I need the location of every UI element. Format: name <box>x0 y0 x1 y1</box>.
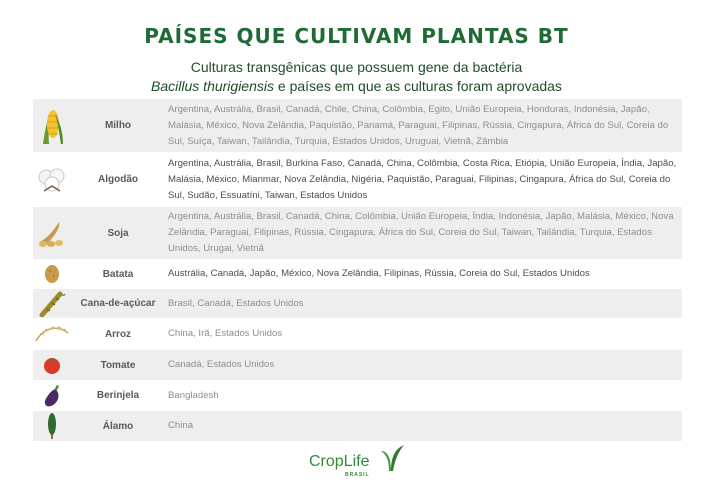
croplife-logo <box>305 443 415 479</box>
crop-name: Arroz <box>104 328 132 340</box>
crop-name: Soja <box>107 227 129 239</box>
countries-list: Canadá, Estados Unidos <box>168 359 275 370</box>
page-title: PAÍSES QUE CULTIVAM PLANTAS BT <box>144 24 569 48</box>
sprout-icon <box>379 443 405 473</box>
subtitle-line1: Culturas transgênicas que possuem gene da bactéria <box>190 59 523 75</box>
logo-text: CropLife <box>309 453 370 470</box>
table-row-berinjela <box>33 381 682 411</box>
scientific-name: Bacillus thurigiensis <box>151 78 274 94</box>
crop-name: Algodão <box>98 174 138 185</box>
table-row-cana <box>33 289 682 319</box>
sugarcane-icon <box>33 291 71 317</box>
crop-name: Tomate <box>100 359 136 371</box>
tomato-icon <box>33 354 71 376</box>
crop-name: Milho <box>104 120 132 131</box>
crop-name: Batata <box>102 268 134 280</box>
subtitle-line2 <box>0 77 713 96</box>
countries-list: Brasil, Canadá, Estados Unidos <box>168 297 304 309</box>
countries-list: Argentina, Austrália, Brasil, Canadá, Chile, China, Colômbia, Egito, União Europeia, Honduras, Indonésia, Japão, Malásia, México, Nova Zelândia, Paquistão, Panamá, Paraguai, Filipinas, Rússia, Cingapura, África do Sul, Coreia do Sul, Suíça, Taiwan, Tailândia, Turquia, Estados Unidos, Uruguai, Vietnã, Zâmbia <box>168 103 669 147</box>
logo-subtext: BRASIL <box>345 472 370 478</box>
table-row-arroz <box>33 319 682 350</box>
table-row-soja <box>33 207 682 260</box>
countries-list: China <box>168 420 194 431</box>
table-row-milho <box>33 99 682 153</box>
crop-name: Berinjela <box>96 390 140 401</box>
potato-icon <box>33 263 71 285</box>
crop-name: Cana-de-açúcar <box>80 298 156 309</box>
countries-list: Argentina, Austrália, Brasil, Canadá, China, Colômbia, União Europeia, Índia, Indonésia, Japão, Malásia, México, Nova Zelândia, Paraguai, Filipinas, Rússia, Cingapura, África do Sul, Coreia do Sul, Taiwan, Tailândia, Turquia, Estados Unidos, Urugai, Vietnã <box>168 211 674 254</box>
soybean-icon <box>33 218 71 248</box>
rice-icon <box>33 323 71 345</box>
poplar-icon <box>33 412 71 440</box>
table-row-batata <box>33 260 682 289</box>
subtitle-line2-rest: e países em que as culturas foram aprovadas <box>274 78 562 94</box>
cotton-icon <box>33 165 71 195</box>
subtitle <box>0 58 713 96</box>
crop-name: Álamo <box>102 420 134 432</box>
countries-list: Bangladesh <box>168 389 219 401</box>
table-row-algodao <box>33 153 682 207</box>
table-row-alamo <box>33 411 682 442</box>
countries-list: Austrália, Canadá, Japão, México, Nova Zelândia, Filipinas, Rússia, Coreia do Sul, Estados Unidos <box>168 268 590 279</box>
table-row-tomate <box>33 350 682 381</box>
crops-table <box>33 99 682 442</box>
countries-list: Argentina, Austrália, Brasil, Burkina Faso, Canadá, China, Colômbia, Costa Rica, Etiópia, União Europeia, Índia, Japão, Malásia, México, Mianmar, Nova Zelândia, Nigéria, Paquistão, Paraguai, Filipinas, Cingapura, África do Sul, Coreia do Sul, Sudão, Essuatíni, Taiwan, Estados Unidos <box>168 157 677 201</box>
corn-icon <box>33 106 71 146</box>
eggplant-icon <box>33 383 71 409</box>
countries-list: China, Irã, Estados Unidos <box>168 328 283 339</box>
